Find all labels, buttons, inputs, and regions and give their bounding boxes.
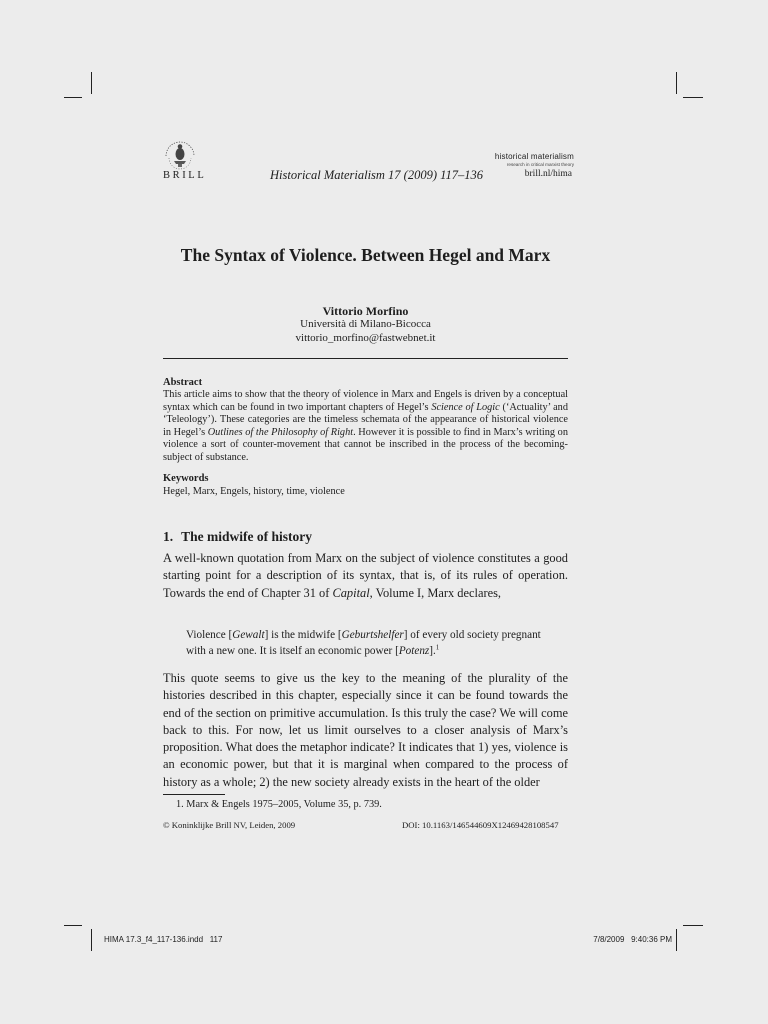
journal-logo-title: historical materialism (494, 152, 574, 161)
author-affiliation: Università di Milano-Bicocca (300, 318, 431, 330)
divider (163, 358, 568, 359)
copyright: © Koninklijke Brill NV, Leiden, 2009 (163, 820, 296, 830)
crop-mark (683, 97, 703, 98)
paragraph: This quote seems to give us the key to the meaning of the plurality of the histories described in this chapter, especially since it can be found towards the end of the section on primitive accumulation. Is this truly the case? We will come back to this. For now, let us limit ourselves to a closer analysis of Marx’s proposition. What does the metaphor indicate? It indicates that 1) yes, violence is an economic power, but that it is marginal when compared to the process of history as a whole; 2) the new society already exists in the heart of the older (163, 671, 568, 789)
abstract-heading: Abstract (163, 377, 203, 388)
journal-logo-subtitle: research in critical marxist theory (506, 162, 574, 167)
author-email: vittorio_morfino@fastwebnet.it (295, 332, 436, 344)
journal-logo (494, 152, 574, 167)
author-name: Vittorio Morfino (322, 304, 409, 318)
crop-mark (676, 929, 677, 951)
crop-mark (683, 925, 703, 926)
print-slug-timestamp: 7/8/2009 9:40:36 PM (593, 935, 672, 944)
footnote: 1. Marx & Engels 1975–2005, Volume 35, p. 739. (176, 799, 382, 810)
article-title: The Syntax of Violence. Between Hegel and Marx (180, 245, 551, 265)
journal-url: brill.nl/hima (524, 169, 572, 179)
crop-mark (64, 925, 82, 926)
keywords-heading: Keywords (163, 473, 209, 484)
crop-mark (676, 72, 677, 94)
print-slug-file: HIMA 17.3_f4_117-136.indd 117 (104, 935, 223, 944)
publisher-name: BRILL (163, 170, 207, 181)
block-quote: Violence [Gewalt] is the midwife [Geburtshelfer] of every old society pregnant with a new one. It is itself an economic power [Potenz].$^1$ (186, 629, 541, 657)
doi: DOI: 10.1163/146544609X12469428108547 (402, 820, 559, 830)
footnote-divider (163, 794, 225, 795)
crop-mark (91, 929, 92, 951)
crop-mark (91, 72, 92, 94)
crop-mark (64, 97, 82, 98)
keywords-text: Hegel, Marx, Engels, history, time, violence (163, 486, 345, 497)
abstract-text: This article aims to show that the theory of violence in Marx and Engels is driven by a conceptual syntax which can be found in two important chapters of Hegel’s Science of Logic (‘Actuality’ and ‘Teleology’). These categories are the timeless schemata of the appearance of historical violence in Hegel’s Outlines of the Philosophy of Right. However it is possible to find in Marx’s writing on violence a sort of counter-movement that cannot be inscribed in the process of the becoming-subject of substance. (163, 389, 568, 463)
section-heading: 1. The midwife of history (163, 529, 312, 544)
journal-citation: Historical Materialism 17 (2009) 117–136 (270, 168, 483, 182)
paragraph: A well-known quotation from Marx on the subject of violence constitutes a good starting point for a description of its syntax, that is, of its rules of operation. Towards the end of Chapter 31 of Capital, Volume I, Marx declares, (163, 551, 568, 600)
footnote-ref[interactable]: 1 (435, 642, 440, 651)
